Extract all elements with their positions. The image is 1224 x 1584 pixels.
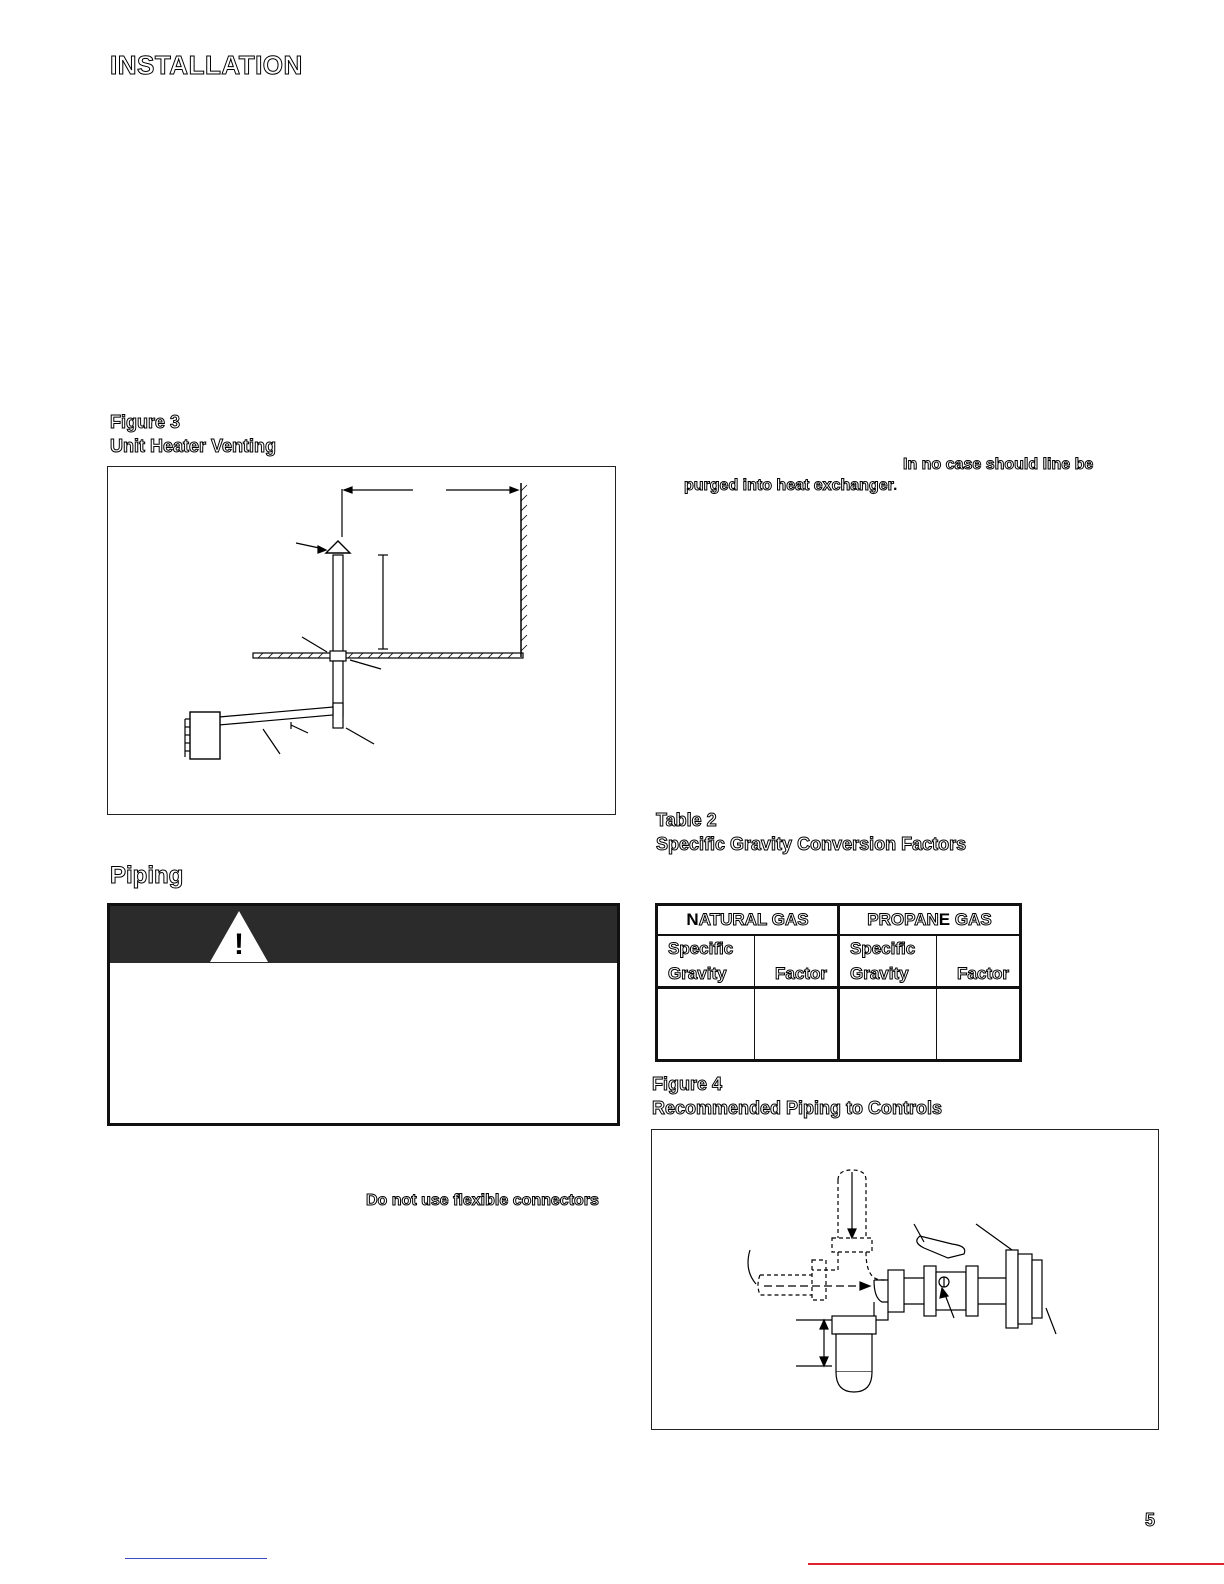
leader-flashing-right xyxy=(350,660,381,669)
dim-arrow-left xyxy=(344,487,352,493)
propane-e: E xyxy=(938,910,951,929)
propane-a: PROPAN xyxy=(867,910,939,929)
warning-band xyxy=(110,906,617,963)
coupling-1 xyxy=(888,1270,904,1312)
roof-hatch xyxy=(258,653,513,658)
propane-specific-label: Specific xyxy=(849,939,916,958)
purge-warning-period: . xyxy=(892,477,898,494)
figure3-title-c: eater Venting xyxy=(163,436,277,456)
venting-diagram xyxy=(108,467,615,814)
propane-specific-gravity-col xyxy=(838,935,936,988)
figure4-label: Figure 4 xyxy=(652,1074,723,1094)
flow-arrow-curve xyxy=(748,1250,756,1284)
natural-factor-label: Factor xyxy=(775,964,827,983)
warning-box xyxy=(107,903,620,1126)
natural-gas-header xyxy=(657,905,839,936)
roof-flashing xyxy=(330,651,346,661)
warning-triangle-icon xyxy=(208,909,270,963)
drip-coupling xyxy=(832,1316,876,1334)
page-number: 5 xyxy=(1145,1510,1156,1530)
propane-gas-header xyxy=(838,905,1020,936)
propane-factor-col xyxy=(937,935,1021,988)
figure4-title: Recommended Piping to Controls xyxy=(652,1098,943,1118)
table2-title: Specific Gravity Conversion Factors xyxy=(656,834,967,854)
figure3-title xyxy=(110,434,276,458)
purge-warning-line2 xyxy=(684,477,897,495)
natural-factor-col xyxy=(755,935,839,988)
table2-label: Table 2 xyxy=(656,810,717,830)
footer-link-underline[interactable] xyxy=(125,1558,267,1559)
title-middle: NSTALLATIO xyxy=(117,50,284,80)
purge-warning-line2-text: purged into heat exchanger xyxy=(684,477,893,494)
valve-end-2 xyxy=(966,1266,978,1316)
table-cell-empty xyxy=(838,988,936,1061)
leader-connector-b xyxy=(291,725,308,733)
drip-cap xyxy=(836,1372,872,1392)
supply-pipe-dashed xyxy=(758,1170,890,1300)
unit-heater xyxy=(190,712,220,759)
horizontal-connector xyxy=(219,707,333,725)
drip-leg xyxy=(836,1334,872,1372)
warning-exclamation: ! xyxy=(234,928,244,961)
union-2 xyxy=(1018,1254,1032,1324)
figure3-title-b: H xyxy=(150,436,163,456)
wall-hatch xyxy=(521,485,527,651)
footer-red-rule xyxy=(808,1563,1224,1565)
specific-gravity-table xyxy=(655,903,1022,1062)
flexible-connector-note: Do not use flexible connectors xyxy=(366,1192,599,1209)
leader-tee xyxy=(346,728,374,744)
leader-flashing-left xyxy=(302,637,327,652)
piping-section-title: Piping xyxy=(110,862,184,889)
dim-arrow-right xyxy=(510,487,518,493)
table-cell-empty xyxy=(755,988,839,1061)
natural-gas-n: N xyxy=(686,910,699,929)
page-title xyxy=(110,50,303,81)
propane-rest: GAS xyxy=(950,910,992,929)
natural-gravity-label: Gravity xyxy=(668,964,727,983)
natural-specific-label: Specific xyxy=(668,939,734,958)
leader-connector-a xyxy=(263,729,280,754)
valve-handle xyxy=(917,1236,965,1258)
vent-tee xyxy=(333,703,343,728)
union-3 xyxy=(1032,1260,1042,1318)
valve-end-1 xyxy=(924,1266,936,1316)
title-initial: I xyxy=(110,50,118,80)
figure3-box xyxy=(107,466,616,815)
propane-factor-label: Factor xyxy=(957,964,1009,983)
piping-diagram xyxy=(652,1130,1158,1429)
natural-specific-gravity-col xyxy=(657,935,755,988)
union-1 xyxy=(1006,1250,1018,1328)
vent-cap xyxy=(326,541,350,553)
natural-gas-rest: ATURAL GAS xyxy=(698,910,809,929)
propane-gravity-label: Gravity xyxy=(849,964,909,983)
leader-union xyxy=(976,1224,1012,1250)
purge-warning-line1: In no case should line be xyxy=(903,456,1094,473)
title-final: N xyxy=(283,50,303,80)
figure3-title-a: Unit xyxy=(110,436,150,456)
figure4-box xyxy=(651,1129,1159,1430)
figure3-label: Figure 3 xyxy=(110,412,181,432)
elbow-solid xyxy=(874,1280,888,1302)
vent-pipe-upper xyxy=(333,555,343,653)
table-cell-empty xyxy=(937,988,1021,1061)
table-cell-empty xyxy=(657,988,755,1061)
leader-outlet xyxy=(1046,1308,1056,1334)
